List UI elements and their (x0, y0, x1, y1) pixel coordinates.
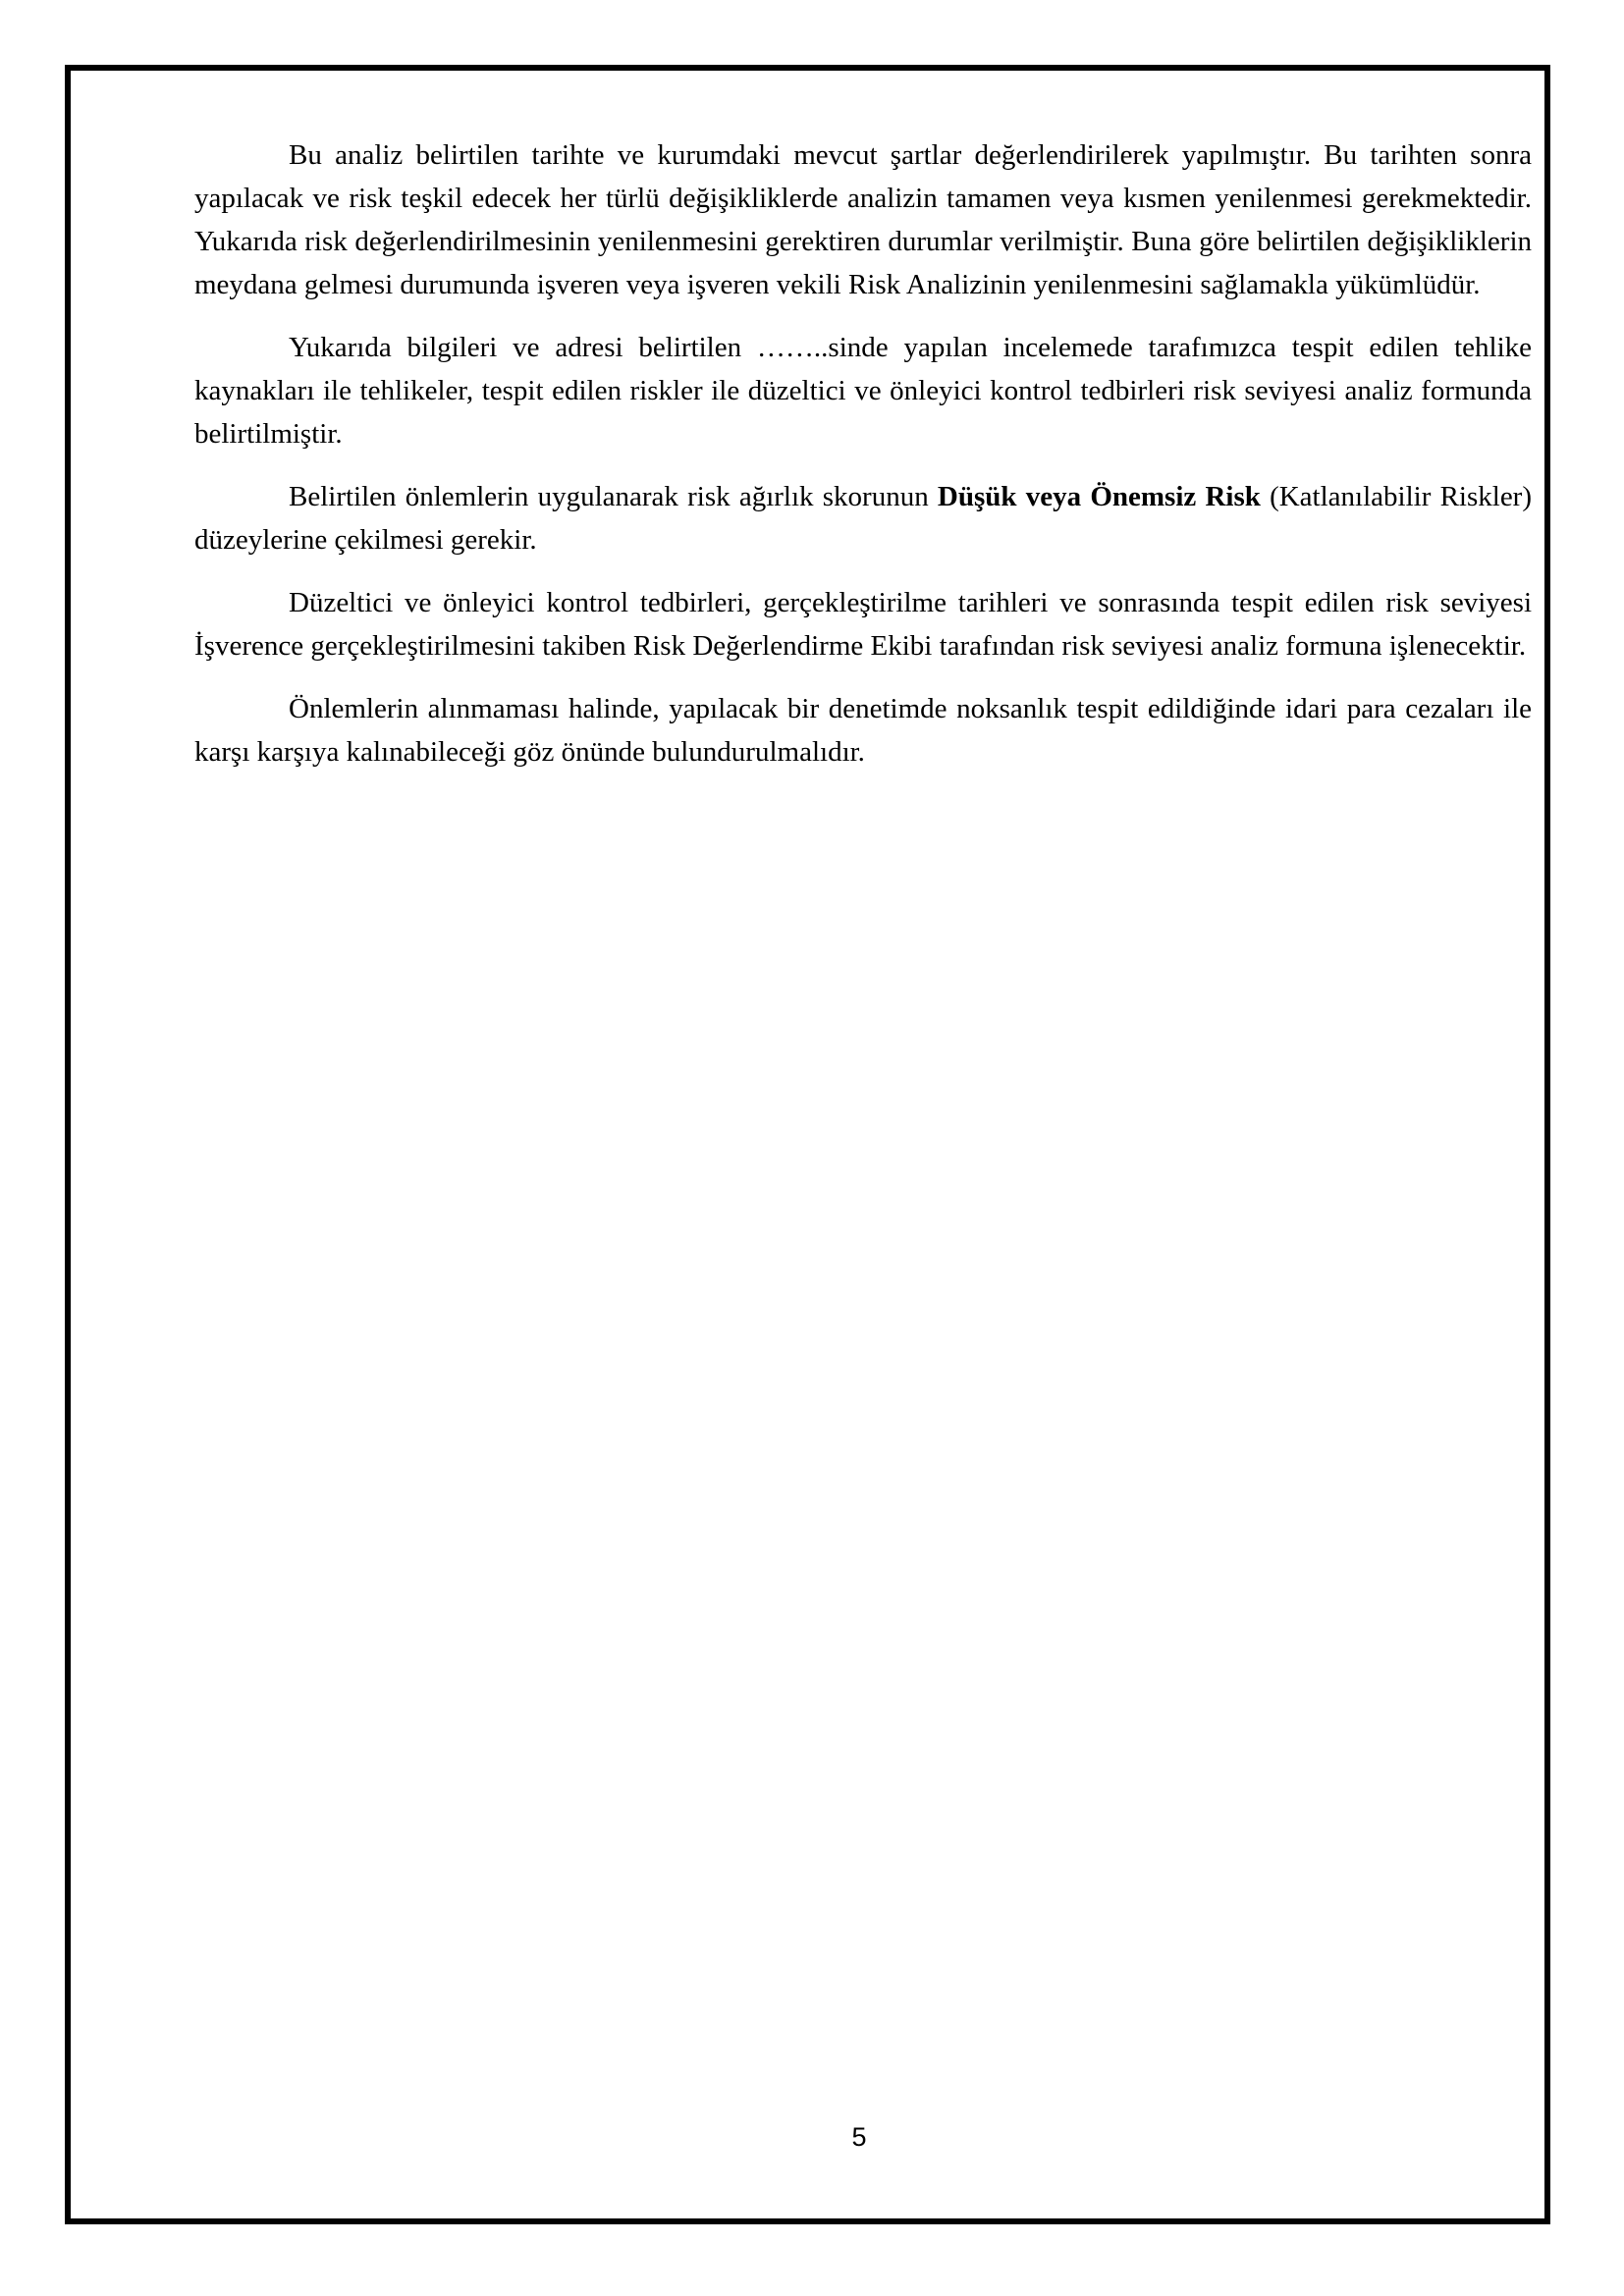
paragraph-penalty-warning: Önlemlerin alınmaması halinde, yapılacak bir denetimde noksanlık tespit edildiğinde idari para cezaları ile karşı karşıya kalınabileceği göz önünde bulundurulmalıdır. (194, 693, 1532, 768)
document-body (194, 133, 1532, 793)
paragraph-risk-score-bold: Düşük veya Önemsiz Risk (937, 481, 1261, 512)
paragraph-inspection-findings: Yukarıda bilgileri ve adresi belirtilen ……..sinde yapılan incelemede tarafımızca tespit edilen tehlike kaynakları ile tehlikeler, tespit edilen riskler ile düzeltici ve önleyici kontrol tedbirleri risk seviyesi analiz formunda belirtilmiştir. (194, 332, 1532, 450)
paragraph-risk-analysis-validity: Bu analiz belirtilen tarihte ve kurumdaki mevcut şartlar değerlendirilerek yapılmıştır. Bu tarihten sonra yapılacak ve risk teşkil edecek her türlü değişikliklerde analizin tamamen veya kısmen yenilenmesi gerekmektedir. Yukarıda risk değerlendirilmesinin yenilenmesini gerektiren durumlar verilmiştir. Buna göre belirtilen değişikliklerin meydana gelmesi durumunda işveren veya işveren vekili Risk Analizinin yenilenmesini sağlamakla yükümlüdür. (194, 139, 1532, 300)
paragraph-risk-score-after: (Katlanılabilir Riskler) düzeylerine çekilmesi gerekir. (194, 481, 1532, 556)
page-number: 5 (851, 2122, 867, 2152)
paragraph-risk-score-before: Belirtilen önlemlerin uygulanarak risk ağırlık skorunun (289, 481, 938, 512)
paragraph-corrective-measures: Düzeltici ve önleyici kontrol tedbirleri, gerçekleştirilme tarihleri ve sonrasında tespit edilen risk seviyesi İşverence gerçekleştirilmesini takiben Risk Değerlendirme Ekibi tarafından risk seviyesi analiz formuna işlenecektir. (194, 587, 1532, 662)
paragraph-risk-score-target (194, 475, 1532, 561)
